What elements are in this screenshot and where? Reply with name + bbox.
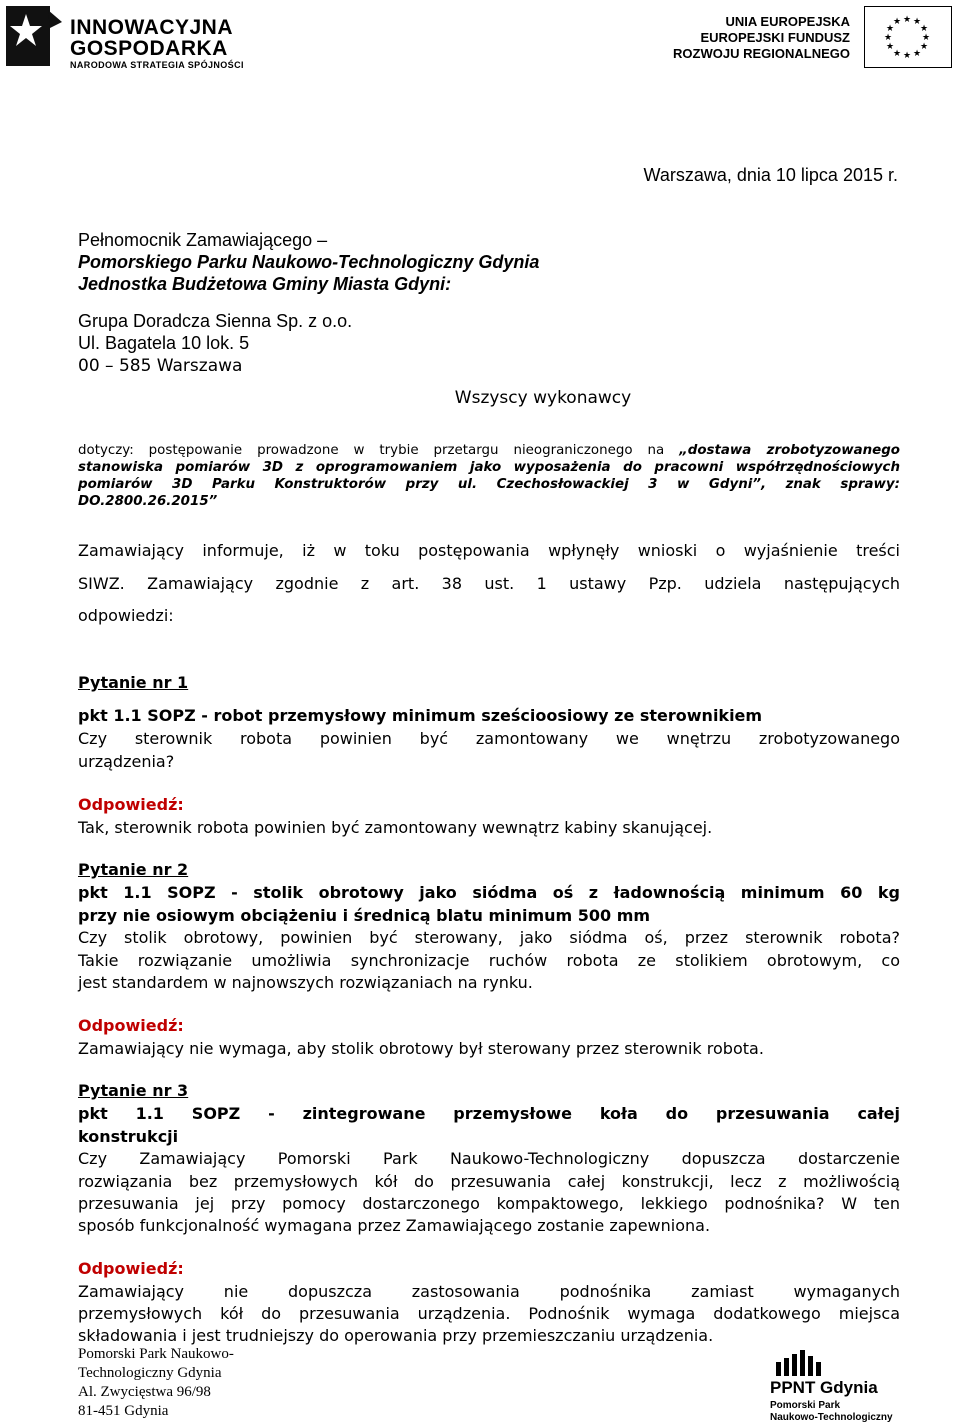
answer-1-text: Tak, sterownik robota powinien być zamontowany wewnątrz kabiny skanującej. <box>78 818 713 837</box>
ppnt-logo-sub1: Pomorski Park <box>770 1400 841 1411</box>
subject-line3: pomiarów 3D Parku Konstruktorów przy ul. Czechosłowackiej 3 w Gdyni”, znak sprawy: <box>78 477 900 492</box>
svg-text:★: ★ <box>885 42 895 52</box>
svg-text:★: ★ <box>919 42 929 52</box>
svg-text:★: ★ <box>919 24 929 34</box>
footer-address-line2: Technologiczny Gdynia <box>78 1365 222 1381</box>
ppnt-logo-sub2: Naukowo-Technologiczny <box>770 1412 893 1423</box>
question-1-heading: Pytanie nr 1 <box>78 673 189 692</box>
innowacyjna-gospodarka-logo <box>4 4 244 70</box>
logo-title-line2: GOSPODARKA <box>70 37 228 60</box>
sender-line5: Ul. Bagatela 10 lok. 5 <box>78 333 250 353</box>
svg-text:★: ★ <box>902 15 912 25</box>
ppnt-logo-main: PPNT Gdynia <box>770 1378 878 1397</box>
eu-logo-line2: EUROPEJSKI FUNDUSZ <box>700 30 850 45</box>
document-date: Warszawa, dnia 10 lipca 2015 r. <box>643 165 898 185</box>
eu-logo-line1: UNIA EUROPEJSKA <box>725 14 850 29</box>
question-1-text-line1: Czy sterownik robota powinien być zamontowany we wnętrzu zrobotyzowanego <box>78 729 900 748</box>
svg-text:★: ★ <box>921 33 931 43</box>
subject-line4: DO.2800.26.2015” <box>78 494 218 509</box>
intro-line1: Zamawiający informuje, iż w toku postępowania wpłynęły wnioski o wyjaśnienie treści <box>78 541 900 560</box>
question-2-text-line2: Takie rozwiązanie umożliwia synchronizacje ruchów robota ze stolikiem obrotowym, co <box>78 951 900 970</box>
answer-3-text-line3: składowania i jest trudniejszy do operowania przy przemieszczaniu urządzenia. <box>78 1326 714 1345</box>
answer-3-label: Odpowiedź: <box>78 1259 184 1278</box>
answer-2-label: Odpowiedź: <box>78 1016 184 1035</box>
eu-logo-line3: ROZWOJU REGIONALNEGO <box>673 46 850 61</box>
svg-text:★: ★ <box>902 51 912 61</box>
subject-title-start: „dostawa zrobotyzowanego <box>679 443 900 458</box>
sender-line6: 00 – 585 Warszawa <box>78 356 243 376</box>
eu-logo <box>673 4 958 70</box>
answer-1-label: Odpowiedź: <box>78 795 184 814</box>
footer-address-line3: Al. Zwycięstwa 96/98 <box>78 1384 211 1400</box>
question-2-heading: Pytanie nr 2 <box>78 860 189 879</box>
logo-title-line1: INNOWACYJNA <box>70 16 234 39</box>
intro-line3: odpowiedzi: <box>78 606 174 625</box>
intro-line2: SIWZ. Zamawiający zgodnie z art. 38 ust. 1 ustawy Pzp. udziela następujących <box>78 574 900 593</box>
sender-line1: Pełnomocnik Zamawiającego – <box>78 230 328 250</box>
question-2-topic-line1: pkt 1.1 SOPZ - stolik obrotowy jako siódma oś z ładownością minimum 60 kg <box>78 883 900 902</box>
logo-tagline: NARODOWA STRATEGIA SPÓJNOŚCI <box>70 60 244 70</box>
ppnt-bars-icon <box>776 1350 832 1376</box>
ppnt-logo <box>770 1350 960 1428</box>
answer-3-text-line2: przemysłowych kół do przesuwania urządzenia. Podnośnik wymaga dodatkowego miejsca <box>78 1304 900 1323</box>
sender-line2: Pomorskiego Parku Naukowo-Technologiczny Gdynia <box>78 252 540 272</box>
question-2-text-line1: Czy stolik obrotowy, powinien być sterowany, jako siódma oś, przez sterownik robota? <box>78 928 900 947</box>
sender-line4: Grupa Doradcza Sienna Sp. z o.o. <box>78 311 353 331</box>
svg-text:★: ★ <box>883 33 893 43</box>
question-2-text-line3: jest standardem w najnowszych rozwiązaniach na rynku. <box>78 973 533 992</box>
question-1-text-line2: urządzenia? <box>78 752 175 771</box>
svg-text:★: ★ <box>912 49 922 59</box>
svg-text:★: ★ <box>912 17 922 27</box>
svg-text:★: ★ <box>892 17 902 27</box>
question-3-topic-line1: pkt 1.1 SOPZ - zintegrowane przemysłowe koła do przesuwania całej <box>78 1104 900 1123</box>
sender-line3: Jednostka Budżetowa Gminy Miasta Gdyni: <box>78 274 452 294</box>
subject-prefix: dotyczy: postępowanie prowadzone w trybie przetargu nieograniczonego na <box>78 443 680 458</box>
question-3-heading: Pytanie nr 3 <box>78 1081 189 1100</box>
subject-line2: stanowiska pomiarów 3D z oprogramowaniem jako wyposażenia do pracowni współrzędnościowych <box>78 460 900 475</box>
question-3-text-line4: sposób funkcjonalność wymagana przez Zamawiającego zostanie zapewniona. <box>78 1216 711 1235</box>
svg-text:★: ★ <box>885 24 895 34</box>
question-2-topic-line2: przy nie osiowym obciążeniu i średnicą blatu minimum 500 mm <box>78 906 651 925</box>
answer-3-text-line1: Zamawiający nie dopuszcza zastosowania podnośnika zamiast wymaganych <box>78 1282 900 1301</box>
footer-address-line4: 81-451 Gdynia <box>78 1403 169 1419</box>
recipient: Wszyscy wykonawcy <box>454 388 632 408</box>
svg-text:★: ★ <box>892 49 902 59</box>
question-3-text-line2: rozwiązania bez przemysłowych kół do przesuwania całej konstrukcji, lecz z możliwością <box>78 1172 900 1191</box>
eu-flag-icon <box>864 6 952 68</box>
question-3-topic-line2: konstrukcji <box>78 1127 179 1146</box>
answer-2-text: Zamawiający nie wymaga, aby stolik obrotowy był sterowany przez sterownik robota. <box>78 1039 764 1058</box>
question-3-text-line1: Czy Zamawiający Pomorski Park Naukowo-Technologiczny dopuszcza dostarczenie <box>78 1149 900 1168</box>
star-figure-icon <box>4 4 64 70</box>
question-3-text-line3: przesuwania jej przy pomocy dostarczonego kompaktowego, lekkiego podnośnika? W ten <box>78 1194 900 1213</box>
question-1-topic: pkt 1.1 SOPZ - robot przemysłowy minimum sześcioosiowy ze sterownikiem <box>78 706 763 725</box>
subject-line1 <box>78 442 900 459</box>
footer-address-line1: Pomorski Park Naukowo- <box>78 1346 234 1362</box>
